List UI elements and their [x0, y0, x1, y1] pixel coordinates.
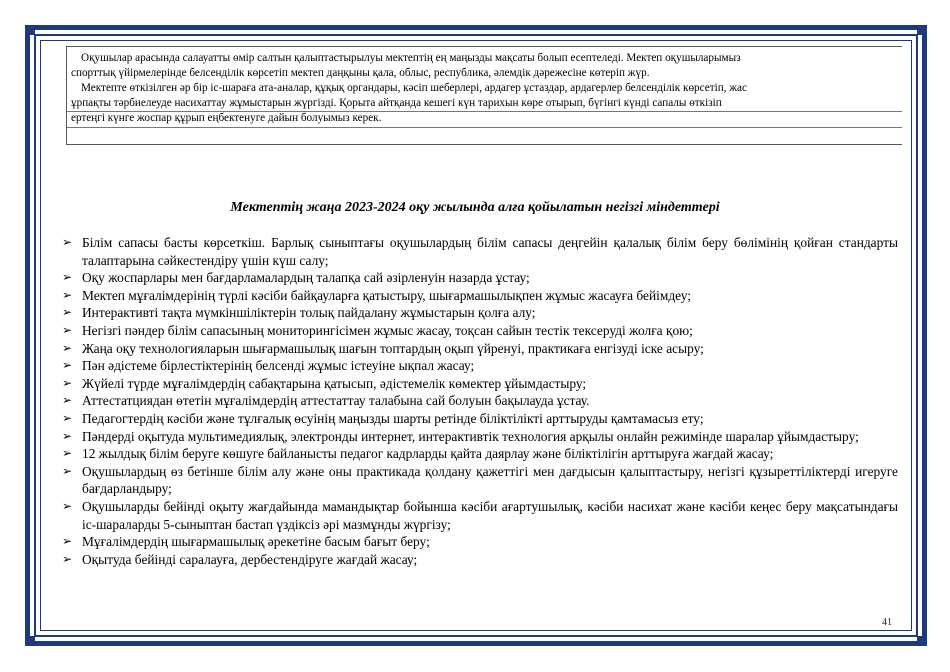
arrow-bullet-icon: ➢: [62, 287, 73, 302]
table-rule: [67, 127, 902, 128]
intro-line: Оқушылар арасында салауатты өмір салтын қалыптастырылуы мектептің ең маңызды мақсаты болып есептеледі. Мектеп оқушыларымыз: [81, 52, 741, 64]
task-item: [62, 410, 898, 428]
task-item: [62, 498, 898, 533]
arrow-bullet-icon: ➢: [62, 498, 73, 513]
arrow-bullet-icon: ➢: [62, 393, 73, 408]
frame-corner-top-right: [917, 25, 927, 35]
arrow-bullet-icon: ➢: [62, 551, 73, 566]
arrow-bullet-icon: ➢: [62, 235, 73, 249]
task-item: [62, 357, 898, 375]
arrow-bullet-icon: ➢: [62, 534, 73, 549]
intro-line: Мектепте өткізілген әр бір іс-шараға ата-аналар, құқық органдары, кәсіп шеберлері, ардагер ұстаздар, ардагерлер белсенділік көрсетіп, жас: [81, 82, 747, 94]
arrow-bullet-icon: ➢: [62, 270, 73, 285]
task-item: [62, 269, 898, 287]
frame-corner-bottom-right: [917, 636, 927, 646]
task-item: [62, 304, 898, 322]
task-text: Оқушылардың өз бетінше білім алу және оны практикада қолдану қажеттігі мен дағдысын қалыптастыру, негізгі құзыреттіліктерді игеруге бағдарландыру;: [82, 463, 898, 497]
arrow-bullet-icon: ➢: [62, 428, 73, 443]
task-text: Педагогтердің кәсіби және тұлғалық өсуінің маңызды шарты ретінде біліктілікті арттыруды қамтамасыз ету;: [82, 410, 704, 426]
task-text: Жаңа оқу технологияларын шығармашылық шағын топтардың оқып үйренуі, практикаға енгізуді іске асыру;: [82, 340, 704, 356]
arrow-bullet-icon: ➢: [62, 410, 73, 425]
task-item: [62, 375, 898, 393]
task-text: Оқу жоспарлары мен бағдарламалардың талапқа сай әзірленуін назарда ұстау;: [82, 270, 530, 286]
task-item: [62, 428, 898, 446]
task-text: 12 жылдық білім беруге көшуге байланысты педагог кадрларды қайта даярлау және біліктілігін арттыруға жағдай жасау;: [82, 446, 774, 462]
page-number: 41: [882, 617, 892, 628]
arrow-bullet-icon: ➢: [62, 340, 73, 355]
task-list: [62, 234, 898, 568]
section-heading: Мектептің жаңа 2023-2024 оқу жылында алға қойылатын негізгі міндеттері: [230, 200, 720, 215]
arrow-bullet-icon: ➢: [62, 322, 73, 337]
task-item: [62, 340, 898, 358]
task-item: [62, 287, 898, 305]
task-text: Мектеп мұғалімдерінің түрлі кәсіби байқауларға қатыстыру, шығармашылықпен жұмыс жасауға бейімдеу;: [82, 287, 691, 303]
task-item: [62, 392, 898, 410]
task-text: Пән әдістеме бірлестіктерінің белсенді жұмыс істеуіне ықпал жасау;: [82, 358, 475, 374]
task-text: Негізгі пәндер білім сапасының мониторингісімен жұмыс жасау, тоқсан сайын тестік тексеруді жолға қою;: [82, 322, 693, 338]
intro-text-box: [66, 46, 902, 145]
intro-line: ұрпақты тәрбиелеуде насихаттау жұмыстарын жүргізді. Қорыта айтқанда кешегі күн тарихын көре отырып, бүгінгі күнді сапалы өткізіп: [71, 97, 722, 109]
task-text: Интерактивті тақта мүмкіншіліктерін толық пайдалану жұмыстарын қолға алу;: [82, 305, 536, 321]
task-item: [62, 445, 898, 463]
task-item: [62, 533, 898, 551]
task-text: Оқушыларды бейінді оқыту жағдайында мамандықтар бойынша кәсіби ағартушылық, кәсіби насихат және кәсіби кеңес беру мақсатындағы іс-шараларды 5-сыныптан бастап үздіксіз әрі мазмұнды жүргізу;: [82, 498, 898, 532]
arrow-bullet-icon: ➢: [62, 305, 73, 320]
frame-corner-top-left: [25, 25, 35, 35]
task-text: Мұғалімдердің шығармашылық әрекетіне басым бағыт беру;: [82, 534, 430, 550]
task-text: Аттестатциядан өтетін мұғалімдердің аттестаттау талабына сай болуын бақылауда ұстау.: [82, 393, 590, 409]
arrow-bullet-icon: ➢: [62, 358, 73, 373]
task-item: [62, 322, 898, 340]
task-item: [62, 234, 898, 269]
arrow-bullet-icon: ➢: [62, 446, 73, 461]
intro-line: ертеңгі күнге жоспар құрып еңбектенуге дайын болуымыз керек.: [71, 112, 382, 124]
task-item: [62, 463, 898, 498]
intro-line: спорттық үйірмелерінде белсенділік көрсетіп мектеп даңқыны қала, облыс, республика, әлемдік дәрежесіне көтеріп жүр.: [71, 67, 650, 79]
task-text: Білім сапасы басты көрсеткіш. Барлық сыныптағы оқушылардың білім сапасы деңгейін қалалық білім беру бөлімінің қойған стандарты талаптарына сәйкестендіру үшін күш салу;: [82, 235, 898, 268]
task-text: Жүйелі түрде мұғалімдердің сабақтарына қатысып, әдістемелік көмектер ұйымдастыру;: [82, 375, 587, 391]
task-text: Оқытуда бейінді саралауға, дербестендіруге жағдай жасау;: [82, 551, 418, 567]
arrow-bullet-icon: ➢: [62, 375, 73, 390]
task-text: Пәндерді оқытуда мультимедиялық, электронды интернет, интерактивтік технология арқылы онлайн режимінде шаралар ұйымдастыру;: [82, 428, 859, 444]
task-item: [62, 551, 898, 569]
arrow-bullet-icon: ➢: [62, 463, 73, 478]
frame-corner-bottom-left: [25, 636, 35, 646]
